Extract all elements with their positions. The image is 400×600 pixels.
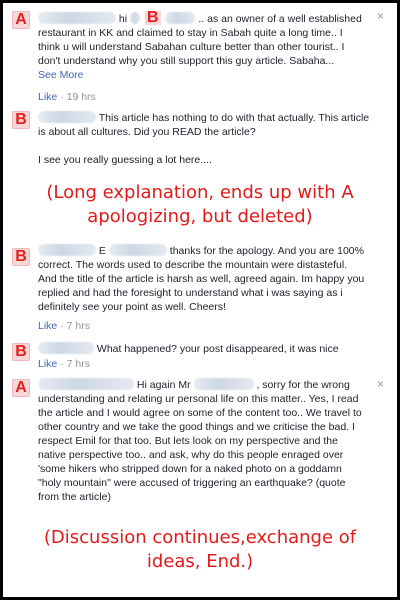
comment-meta bbox=[38, 320, 90, 332]
blurred-name bbox=[38, 12, 116, 24]
blurred-name bbox=[38, 378, 134, 390]
comment-body bbox=[38, 244, 384, 314]
timestamp: 19 hrs bbox=[66, 91, 96, 103]
comment-line: .. as an owner of a well established bbox=[198, 13, 362, 25]
greeting-text: hi bbox=[118, 13, 128, 25]
blurred-name bbox=[194, 378, 254, 390]
like-link[interactable]: Like bbox=[38, 358, 58, 370]
comment-line: "holy mountain" were accused of triggering an earthquake? (quote bbox=[38, 477, 346, 489]
comment-line: think u will understand Sabahan culture better than other tourist.. I bbox=[38, 41, 345, 53]
blurred-name bbox=[130, 12, 140, 24]
comment-line: restaurant in KK and claimed to stay in Sabah quite a long time.. I bbox=[38, 27, 343, 39]
author-marker-a: A bbox=[12, 11, 30, 29]
comment-line: , sorry for the wrong bbox=[256, 379, 350, 391]
blurred-name bbox=[38, 342, 94, 354]
blurred-name bbox=[109, 244, 167, 256]
meta-separator: · bbox=[60, 91, 64, 103]
comment-line: definitely see your point as well. Cheers! bbox=[38, 301, 226, 313]
comment-body bbox=[38, 111, 384, 167]
timestamp: 7 hrs bbox=[66, 358, 90, 370]
close-icon[interactable]: × bbox=[376, 377, 384, 391]
comment-line: don't understand why you still support this guy article. Sabaha... bbox=[38, 55, 335, 67]
comment-line: This article has nothing to do with that actually. This article bbox=[98, 112, 370, 124]
comment-line: respect Emil for that too. But lets look on my perspective and the bbox=[38, 435, 338, 447]
comment-line: thanks for the apology. And you are 100% bbox=[169, 245, 364, 257]
author-marker-b: B bbox=[12, 111, 30, 129]
meta-separator: · bbox=[60, 320, 64, 332]
comment-body bbox=[38, 342, 384, 356]
comment-b2 bbox=[8, 240, 392, 336]
inline-marker-b: B bbox=[146, 9, 159, 26]
comment-meta bbox=[38, 358, 90, 370]
timestamp: 7 hrs bbox=[66, 320, 90, 332]
comment-line: I see you really guessing a lot here.... bbox=[38, 154, 212, 166]
annotation-deleted: (Long explanation, ends up with A apologizing, but deleted) bbox=[46, 182, 354, 227]
comment-b1 bbox=[8, 107, 392, 173]
close-icon[interactable]: × bbox=[376, 9, 384, 23]
blurred-name bbox=[38, 244, 96, 256]
comment-a1 bbox=[8, 5, 392, 108]
see-more-link[interactable]: See More bbox=[38, 69, 84, 81]
like-link[interactable]: Like bbox=[38, 91, 58, 103]
blurred-name bbox=[165, 12, 195, 24]
meta-separator: · bbox=[60, 358, 64, 370]
blurred-name bbox=[38, 111, 96, 123]
annotation-continues: (Discussion continues,exchange of ideas, End.) bbox=[43, 527, 357, 572]
comment-line: 'some hikers who stripped down for a naked photo on a goddamn bbox=[38, 463, 342, 475]
name-fragment: E bbox=[98, 245, 106, 257]
comment-a2 bbox=[8, 375, 392, 513]
comment-meta bbox=[38, 91, 96, 103]
comment-line: replied and had the foresight to understand what i was saying as i bbox=[38, 287, 343, 299]
comment-b3 bbox=[8, 341, 392, 371]
author-marker-b: B bbox=[12, 248, 30, 266]
author-marker-b: B bbox=[12, 343, 30, 361]
comment-line: And the title of the article is harsh as well, agreed again. Im happy you bbox=[38, 273, 365, 285]
comment-line: native perspective too.. and ask, why do this people enraged over bbox=[38, 449, 344, 461]
comment-body bbox=[38, 378, 384, 504]
comment-line: other country and we take the good things and we criticise the bad. I bbox=[38, 421, 355, 433]
comment-line: the article and I would agree on some of the content too.. We travel to bbox=[38, 407, 362, 419]
comment-line: from the article) bbox=[38, 491, 111, 503]
like-link[interactable]: Like bbox=[38, 320, 58, 332]
comment-line: correct. The words used to describe the mountain were distasteful. bbox=[38, 259, 348, 271]
comment-line: What happened? your post disappeared, it was nice bbox=[96, 343, 339, 355]
author-marker-a: A bbox=[12, 379, 30, 397]
comment-line: Hi again Mr bbox=[136, 379, 191, 391]
comment-body bbox=[38, 11, 384, 82]
comment-line: is about all cultures. Did you READ the article? bbox=[38, 126, 256, 138]
comment-line: understanding and relating ur personal life on this matter.. Yes, I read bbox=[38, 393, 359, 405]
